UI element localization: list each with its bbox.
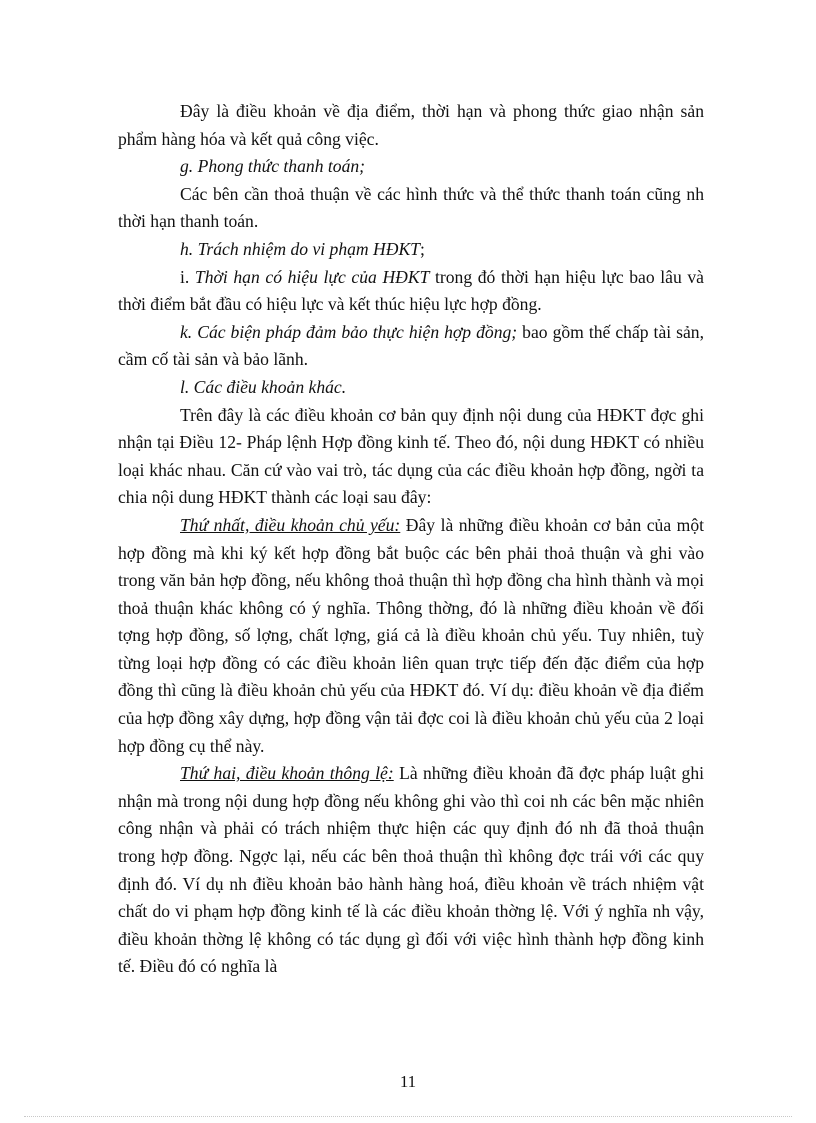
- text-run: Thời hạn có hiệu lực của HĐKT: [194, 266, 430, 287]
- text-run-heading: Thứ nhất, điều khoản chủ yếu:: [180, 514, 401, 535]
- text-run: g. Phong thức thanh toán;: [180, 156, 366, 177]
- document-body: [118, 98, 704, 981]
- paragraph: [118, 402, 704, 512]
- paragraph: [118, 374, 704, 402]
- text-run: k. Các biện pháp đảm bảo thực hiện hợp đồng;: [180, 321, 518, 342]
- page-bottom-divider: [24, 1116, 792, 1117]
- paragraph: [118, 181, 704, 236]
- text-run-heading: Thứ hai, điều khoản thông lệ:: [180, 763, 394, 784]
- paragraph: [118, 153, 704, 181]
- paragraph: [118, 98, 704, 153]
- text-run: Là những điều khoản đã đợc pháp luật ghi nhận mà trong nội dung hợp đồng nếu không ghi vào thì coi nh các bên mặc nhiên công nhận và phải có trách nhiệm thực hiện các quy định đó nh đã thoả thuận trong hợp đồng. Ngợc lại, nếu các bên thoả thuận thì không đợc trái với các quy định đó. Ví dụ nh điều khoản bảo hành hàng hoá, điều khoản về trách nhiệm vật chất do vi phạm hợp đồng kinh tế là các điều khoản thờng lệ. Với ý nghĩa nh vậy, điều khoản thờng lệ không có tác dụng gì đối với việc hình thành hợp đồng kinh tế. Điều đó có nghĩa là: [118, 763, 704, 977]
- text-run: Đây là những điều khoản cơ bản của một hợp đồng mà khi ký kết hợp đồng bắt buộc các bên phải thoả thuận và ghi vào trong văn bản hợp đồng, nếu không thoả thuận thì hợp đồng cha hình thành và mọi thoả thuận khác không có ý nghĩa. Thông thờng, đó là những điều khoản về đối tợng hợp đồng, số lợng, chất lợng, giá cả là điều khoản chủ yếu. Tuy nhiên, tuỳ từng loại hợp đồng có các điều khoản liên quan trực tiếp đến đặc điểm của hợp đồng thì cũng là điều khoản chủ yếu của HĐKT đó. Ví dụ: điều khoản về địa điểm của hợp đồng xây dựng, hợp đồng vận tải đợc coi là điều khoản chủ yếu của 2 loại hợp đồng cụ thể này.: [118, 514, 705, 756]
- paragraph: [118, 319, 704, 374]
- text-run: ;: [419, 238, 425, 259]
- paragraph: [118, 760, 704, 981]
- text-run: i.: [180, 266, 195, 287]
- text-run: Đây là điều khoản về địa điểm, thời hạn và phong thức giao nhận sản phẩm hàng hóa và kết quả công việc.: [118, 101, 704, 149]
- text-run: trong đó thời hạn hiệu lực bao lâu và thời điểm bắt đầu có hiệu lực và kết thúc hiệu lực hợp đồng.: [118, 266, 704, 315]
- text-run: l. Các điều khoản khác.: [180, 376, 347, 397]
- paragraph: [118, 236, 704, 264]
- page-number: 11: [399, 1072, 417, 1091]
- paragraph: [118, 512, 704, 760]
- text-run: Các bên cần thoả thuận về các hình thức và thể thức thanh toán cũng nh thời hạn thanh toán.: [118, 183, 704, 232]
- text-run: bao gồm thế chấp tài sản, cầm cố tài sản và bảo lãnh.: [118, 321, 704, 370]
- text-run: Trên đây là các điều khoản cơ bản quy định nội dung của HĐKT đợc ghi nhận tại Điều 12- Pháp lệnh Hợp đồng kinh tế. Theo đó, nội dung HĐKT có nhiều loại khác nhau. Căn cứ vào vai trò, tác dụng của các điều khoản hợp đồng, ngời ta chia nội dung HĐKT thành các loại sau đây:: [118, 404, 704, 508]
- paragraph: [118, 264, 704, 319]
- text-run: h. Trách nhiệm do vi phạm HĐKT: [180, 238, 420, 259]
